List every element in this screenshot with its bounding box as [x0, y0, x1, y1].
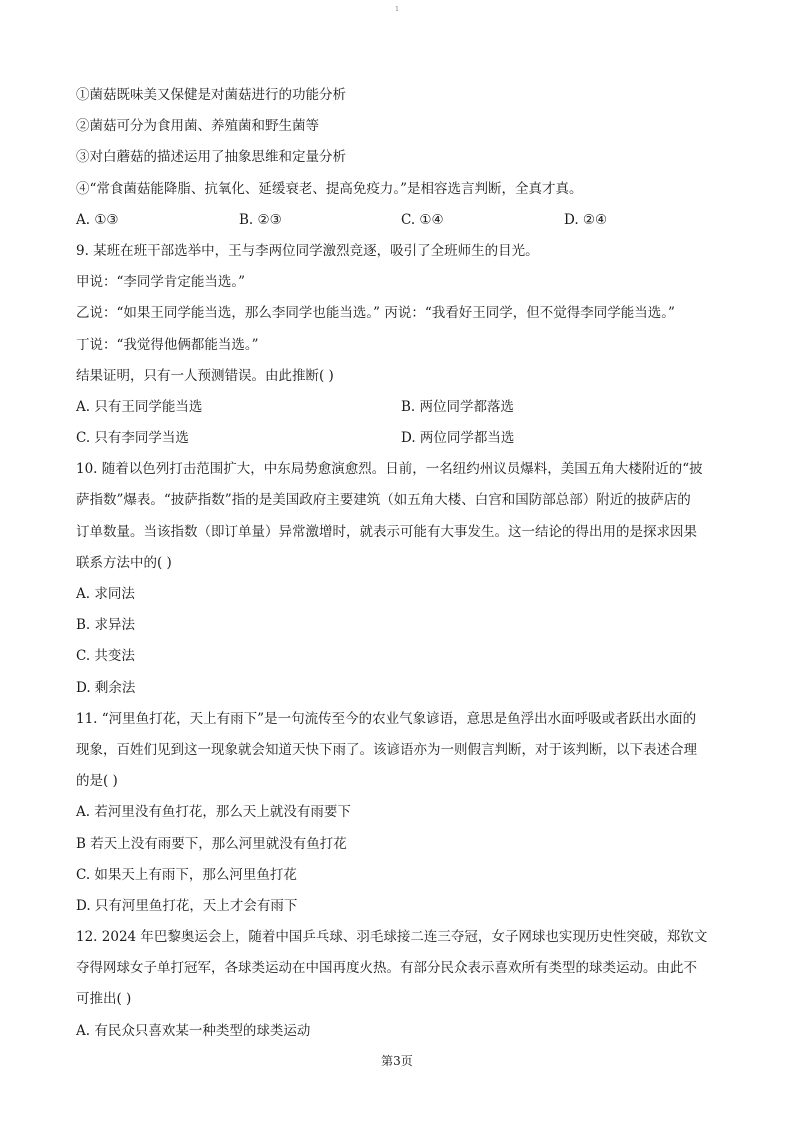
q9-option-d: D. 两位同学都当选 — [401, 430, 515, 447]
q8-statement-4: ④“常食菌菇能降脂、抗氧化、延缓衰老、提高免疫力。”是相容选言判断，全真才真。 — [76, 180, 583, 197]
page-top-mark: 1 — [395, 6, 399, 13]
question-10 — [76, 454, 726, 704]
q10-option-a: A. 求同法 — [76, 586, 135, 602]
q12-stem-line-2: 夺得网球女子单打冠军，各球类运动在中国再度火热。有部分民众表示喜欢所有类型的球类运动。由此不 — [76, 960, 697, 977]
q10-option-d: D. 剩余法 — [76, 679, 136, 696]
q9-conclusion: 结果证明，只有一人预测错误。由此推断( ) — [76, 367, 334, 384]
question-8 — [76, 80, 726, 236]
q11-option-c: C. 如果天上有雨下，那么河里鱼打花 — [76, 866, 297, 883]
q8-option-d: D. ②④ — [564, 211, 608, 228]
question-9 — [76, 236, 726, 454]
q9-stem: 9. 某班在班干部选举中，王与李两位同学激烈竞逐，吸引了全班师生的目光。 — [76, 242, 539, 259]
q8-options — [76, 205, 726, 236]
page-content — [76, 80, 726, 1047]
q8-option-a: A. ①③ — [76, 211, 119, 228]
q10-option-c: C. 共变法 — [76, 648, 135, 665]
q10-option-b: B. 求异法 — [76, 617, 136, 634]
question-11 — [76, 704, 726, 922]
q8-statement-2: ②菌菇可分为食用菌、养殖菌和野生菌等 — [76, 118, 319, 135]
q9-statement-jia: 甲说：“李同学肯定能当选。” — [76, 274, 246, 291]
q9-option-c: C. 只有李同学当选 — [76, 430, 189, 447]
q10-stem-line-4: 联系方法中的( ) — [76, 554, 172, 571]
page-footer: 第3页 — [381, 1054, 413, 1068]
q12-stem-line-3: 可推出( ) — [76, 991, 132, 1008]
q9-option-b: B. 两位同学都落选 — [401, 398, 515, 415]
q11-option-b: B 若天上没有雨要下，那么河里就没有鱼打花 — [76, 835, 347, 852]
q10-stem-line-2: 萨指数”爆表。“披萨指数”指的是美国政府主要建筑（如五角大楼、白宫和国防部总部）附近的披萨店的 — [76, 492, 691, 509]
q9-option-a: A. 只有王同学能当选 — [76, 398, 203, 415]
q8-statement-1: ①菌菇既味美又保健是对菌菇进行的功能分析 — [76, 87, 346, 103]
q9-options-row-2 — [76, 423, 726, 454]
question-12 — [76, 922, 726, 1047]
q9-statement-yi-bing: 乙说：“如果王同学能当选，那么李同学也能当选。” 丙说：“我看好王同学，但不觉得李同学能当选。” — [76, 305, 675, 322]
q10-stem-line-3: 订单数量。当该指数（即订单量）异常激增时，就表示可能有大事发生。这一结论的得出用的是探求因果 — [76, 523, 697, 540]
q9-options-row-1 — [76, 392, 726, 423]
q8-option-b: B. ②③ — [239, 211, 282, 228]
q11-stem-line-2: 现象，百姓们见到这一现象就会知道天快下雨了。该谚语亦为一则假言判断，对于该判断，以下表述合理 — [76, 741, 697, 758]
q9-statement-ding: 丁说：“我觉得他俩都能当选。” — [76, 336, 259, 353]
q8-statement-3: ③对白蘑菇的描述运用了抽象思维和定量分析 — [76, 149, 346, 166]
q11-stem-line-1: 11. “河里鱼打花，天上有雨下”是一句流传至今的农业气象谚语，意思是鱼浮出水面呼吸或者跃出水面的 — [76, 710, 697, 727]
q12-stem-line-1: 12. 2024 年巴黎奥运会上，随着中国乒乓球、羽毛球接二连三夺冠，女子网球也实现历史性突破，郑钦文 — [76, 929, 708, 946]
q11-option-d: D. 只有河里鱼打花，天上才会有雨下 — [76, 897, 298, 914]
q8-option-c: C. ①④ — [401, 211, 444, 228]
q11-option-a: A. 若河里没有鱼打花，那么天上就没有雨要下 — [76, 804, 351, 821]
q11-stem-line-3: 的是( ) — [76, 773, 118, 790]
q10-stem-line-1: 10. 随着以色列打击范围扩大，中东局势愈演愈烈。日前，一名纽约州议员爆料，美国五角大楼附近的“披 — [76, 461, 703, 478]
q12-option-a: A. 有民众只喜欢某一种类型的球类运动 — [76, 1022, 311, 1039]
